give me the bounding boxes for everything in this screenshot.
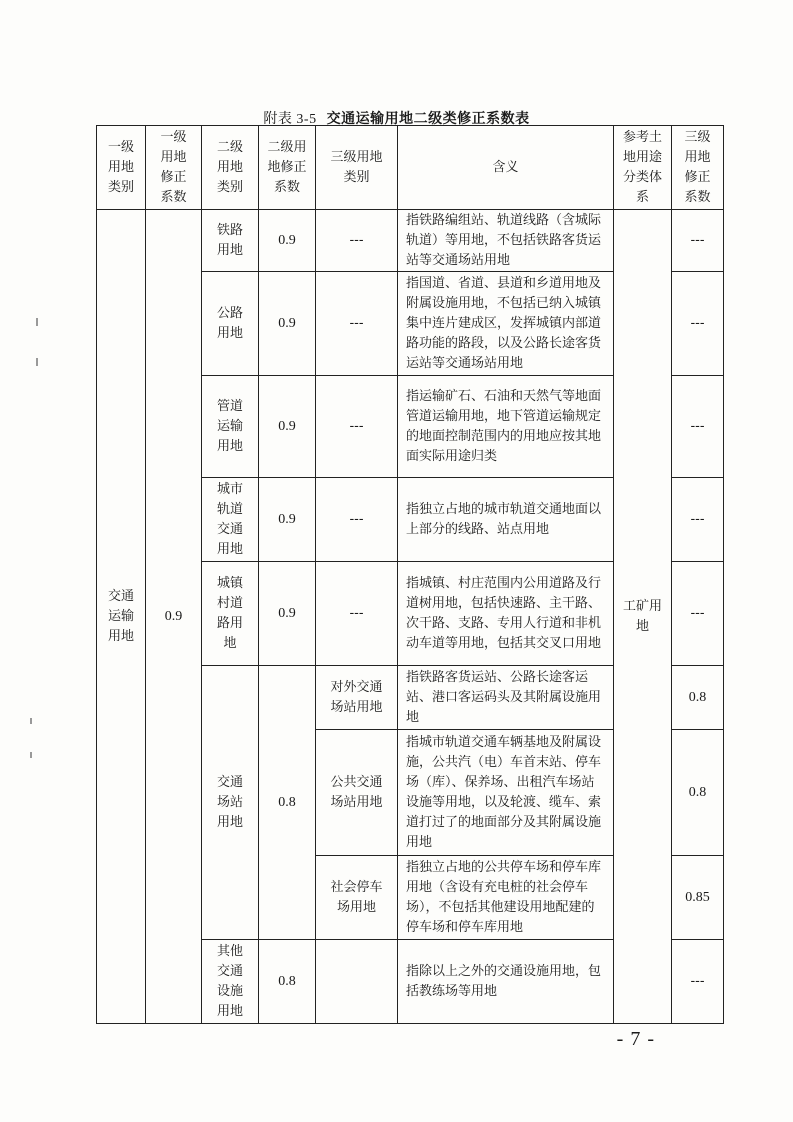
- level3-coef: ---: [672, 376, 724, 478]
- meaning: 指独立占地的城市轨道交通地面以上部分的线路、站点用地: [398, 478, 614, 562]
- meaning: 指铁路客货运站、公路长途客运站、港口客运码头及其附属设施用地: [398, 666, 614, 730]
- reference-category: 工矿用 地: [614, 210, 672, 1024]
- header-meaning: 含义: [398, 126, 614, 210]
- meaning: 指城镇、村庄范围内公用道路及行道树用地，包括快速路、主干路、次干路、支路、专用人行道和非机动车道等用地，包括其交叉口用地: [398, 562, 614, 666]
- level3-coef: ---: [672, 562, 724, 666]
- header-level3-coef: 三级 用地 修正 系数: [672, 126, 724, 210]
- scan-mark: [36, 358, 38, 366]
- level2-coef: 0.8: [259, 666, 316, 940]
- level3-category: 社会停车 场用地: [316, 856, 398, 940]
- table-title-text: 交通运输用地二级类修正系数表: [326, 111, 530, 127]
- level2-coef: 0.9: [259, 210, 316, 272]
- meaning: 指城市轨道交通车辆基地及附属设施，公共汽（电）车首末站、停车场（库）、保养场、出租汽车场站设施等用地，以及轮渡、缆车、索道打过了的地面部分及其附属设施用地: [398, 730, 614, 856]
- level3-category: ---: [316, 272, 398, 376]
- table-number: 附表 3-5: [263, 112, 317, 127]
- meaning: 指铁路编组站、轨道线路（含城际轨道）等用地，不包括铁路客货运站等交通场站用地: [398, 210, 614, 272]
- level2-coef: 0.9: [259, 376, 316, 478]
- level1-category: 交通 运输 用地: [97, 210, 146, 1024]
- level2-coef: 0.9: [259, 478, 316, 562]
- level2-category: 铁路 用地: [202, 210, 259, 272]
- level2-category: 城市 轨道 交通 用地: [202, 478, 259, 562]
- level2-coef: 0.8: [259, 940, 316, 1024]
- level3-category: ---: [316, 376, 398, 478]
- scan-mark: [36, 318, 38, 326]
- level3-coef: 0.8: [672, 666, 724, 730]
- level3-category: ---: [316, 210, 398, 272]
- meaning: 指运输矿石、石油和天然气等地面管道运输用地，地下管道运输规定的地面控制范围内的用地应按其地面实际用途归类: [398, 376, 614, 478]
- level2-category: 城镇 村道 路用 地: [202, 562, 259, 666]
- level1-coef: 0.9: [146, 210, 202, 1024]
- level2-category: 交通 场站 用地: [202, 666, 259, 940]
- scan-mark: [30, 718, 32, 724]
- scan-mark: [30, 752, 32, 758]
- page-number: - 7 -: [616, 1028, 655, 1050]
- level3-coef: 0.8: [672, 730, 724, 856]
- header-level2-coef: 二级用 地修正 系数: [259, 126, 316, 210]
- level2-category: 公路 用地: [202, 272, 259, 376]
- meaning: 指除以上之外的交通设施用地，包括教练场等用地: [398, 940, 614, 1024]
- level2-category: 其他 交通 设施 用地: [202, 940, 259, 1024]
- level3-category: ---: [316, 478, 398, 562]
- level2-coef: 0.9: [259, 272, 316, 376]
- level2-category: 管道 运输 用地: [202, 376, 259, 478]
- level3-coef: 0.85: [672, 856, 724, 940]
- header-level2-category: 二级 用地 类别: [202, 126, 259, 210]
- header-row: [97, 126, 724, 210]
- meaning: 指独立占地的公共停车场和停车库用地（含设有充电桩的社会停车场），不包括其他建设用地配建的停车场和停车库用地: [398, 856, 614, 940]
- level2-coef: 0.9: [259, 562, 316, 666]
- level3-coef: ---: [672, 940, 724, 1024]
- level3-coef: ---: [672, 272, 724, 376]
- header-level3-category: 三级用地 类别: [316, 126, 398, 210]
- level3-coef: ---: [672, 210, 724, 272]
- header-level1-category: 一级 用地 类别: [97, 126, 146, 210]
- level3-category: 对外交通 场站用地: [316, 666, 398, 730]
- meaning: 指国道、省道、县道和乡道用地及附属设施用地，不包括已纳入城镇集中连片建成区，发挥城镇内部道路功能的路段，以及公路长途客货运站等交通场站用地: [398, 272, 614, 376]
- header-level1-coef: 一级 用地 修正 系数: [146, 126, 202, 210]
- level3-category: [316, 940, 398, 1024]
- level3-category: ---: [316, 562, 398, 666]
- table-row: [97, 210, 724, 272]
- header-reference: 参考土 地用途 分类体 系: [614, 126, 672, 210]
- level3-coef: ---: [672, 478, 724, 562]
- level3-category: 公共交通 场站用地: [316, 730, 398, 856]
- coefficient-table: [96, 125, 724, 1024]
